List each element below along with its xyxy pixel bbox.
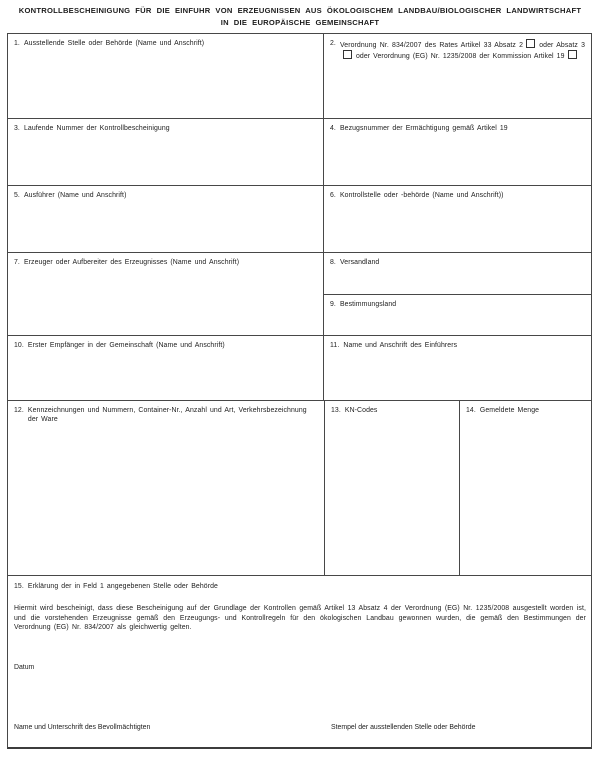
field-number: 4. xyxy=(330,125,336,132)
field-number: 13. xyxy=(331,407,341,414)
field-3-label: 3. Laufende Nummer der Kontrollbescheinigung xyxy=(14,125,170,132)
field-number: 8. xyxy=(330,259,336,266)
checkbox-artikel-19[interactable] xyxy=(568,50,577,59)
field-11-einfuehrer-cell[interactable] xyxy=(323,336,591,400)
field-number: 7. xyxy=(14,259,20,266)
field-number: 6. xyxy=(330,192,336,199)
field-10-label: 10. Erster Empfänger in der Gemeinschaft (Name und Anschrift) xyxy=(14,342,225,349)
field-number: 9. xyxy=(330,300,336,308)
field-number: 15. xyxy=(14,583,24,590)
field-number: 3. xyxy=(14,125,20,132)
form-table xyxy=(7,33,592,749)
field-6-kontrollstelle-cell[interactable] xyxy=(323,186,591,252)
stamp-label: Stempel der ausstellenden Stelle oder Behörde xyxy=(331,724,476,731)
field-4-bezugsnummer-cell[interactable] xyxy=(323,119,591,185)
row-3 xyxy=(8,186,591,253)
form-title-line1: KONTROLLBESCHEINIGUNG FÜR DIE EINFUHR VON ERZEUGNISSEN AUS ÖKOLOGISCHEM LANDBAU/BIOLOGISCHER LANDWIRTSCHAFT xyxy=(18,6,582,15)
field-11-label: 11. Name und Anschrift des Einführers xyxy=(330,342,458,349)
form-title-line2: IN DIE EUROPÄISCHE GEMEINSCHAFT xyxy=(220,18,380,27)
row-1 xyxy=(8,34,591,119)
field-15-erklaerung-cell[interactable] xyxy=(8,576,591,749)
field-number: 5. xyxy=(14,192,20,199)
field-10-erster-empfaenger-cell[interactable] xyxy=(8,336,323,400)
field-8-label: 8. Versandland xyxy=(330,259,380,266)
field-9-bestimmungsland-cell[interactable] xyxy=(324,295,591,336)
field-number: 10. xyxy=(14,342,24,349)
form-title xyxy=(4,5,596,29)
field-5-ausfuehrer-cell[interactable] xyxy=(8,186,323,252)
field-number: 14. xyxy=(466,407,476,414)
checkbox-absatz-2[interactable] xyxy=(526,39,535,48)
field-8-versandland-cell[interactable] xyxy=(324,253,591,295)
field-12-kennzeichnungen-cell[interactable] xyxy=(8,401,324,575)
field-6-label: 6. Kontrollstelle oder -behörde (Name und Anschrift)) xyxy=(330,192,504,199)
field-number: 12. xyxy=(14,407,24,414)
field-13-kn-codes-cell[interactable] xyxy=(324,401,459,575)
field-2-segment-3: oder Verordnung (EG) Nr. 1235/2008 der Kommission Artikel 19 xyxy=(355,53,565,60)
field-7-erzeuger-cell[interactable] xyxy=(8,253,323,335)
field-15-label: 15. Erklärung der in Feld 1 angegebenen Stelle oder Behörde xyxy=(14,583,218,590)
field-number: 2. xyxy=(330,40,336,47)
field-3-laufende-nummer-cell[interactable] xyxy=(8,119,323,185)
row-2 xyxy=(8,119,591,186)
datum-label: Datum xyxy=(14,664,35,671)
field-9-label: 9. Bestimmungsland xyxy=(330,300,397,308)
column-8-9 xyxy=(323,253,591,335)
field-5-label: 5. Ausführer (Name und Anschrift) xyxy=(14,192,127,199)
field-number: 1. xyxy=(14,40,20,47)
field-2-verordnung-cell[interactable] xyxy=(323,34,591,118)
checkbox-absatz-3[interactable] xyxy=(343,50,352,59)
row-5 xyxy=(8,336,591,401)
field-number: 11. xyxy=(330,342,340,349)
field-13-label: 13. KN-Codes xyxy=(331,407,378,414)
field-1-label: 1. Ausstellende Stelle oder Behörde (Name und Anschrift) xyxy=(14,40,205,47)
signature-label: Name und Unterschrift des Bevollmächtigten xyxy=(14,724,151,731)
field-2-segment-2: oder Absatz 3 xyxy=(539,42,586,49)
field-12-label: 12. Kennzeichnungen und Nummern, Container-Nr., Anzahl und Art, Verkehrsbezeichnung der Ware xyxy=(14,407,307,423)
field-2-label xyxy=(330,39,585,61)
field-14-label: 14. Gemeldete Menge xyxy=(466,407,540,414)
field-7-label: 7. Erzeuger oder Aufbereiter des Erzeugnisses (Name und Anschrift) xyxy=(14,259,240,266)
field-4-label: 4. Bezugsnummer der Ermächtigung gemäß Artikel 19 xyxy=(330,125,508,132)
row-4 xyxy=(8,253,591,336)
field-2-segment-1: Verordnung Nr. 834/2007 des Rates Artikel 33 Absatz 2 xyxy=(339,42,524,49)
field-14-gemeldete-menge-cell[interactable] xyxy=(459,401,591,575)
declaration-text: Hiermit wird bescheinigt, dass diese Bescheinigung auf der Grundlage der Kontrollen gemäß Artikel 13 Absatz 4 der Verordnung (EG) Nr. 1235/2008 ausgestellt worden ist, und die vorstehenden Erzeugnisse gemäß den Erzeugungs- und Kontrollregeln für den ökologischen Landbau gewonnen wurden, die gemäß den Bestimmungen der Verordnung (EG) Nr. 834/2007 als gleichwertig gelten. xyxy=(14,605,586,632)
row-6 xyxy=(8,401,591,576)
field-1-ausstellende-stelle-cell[interactable] xyxy=(8,34,323,118)
